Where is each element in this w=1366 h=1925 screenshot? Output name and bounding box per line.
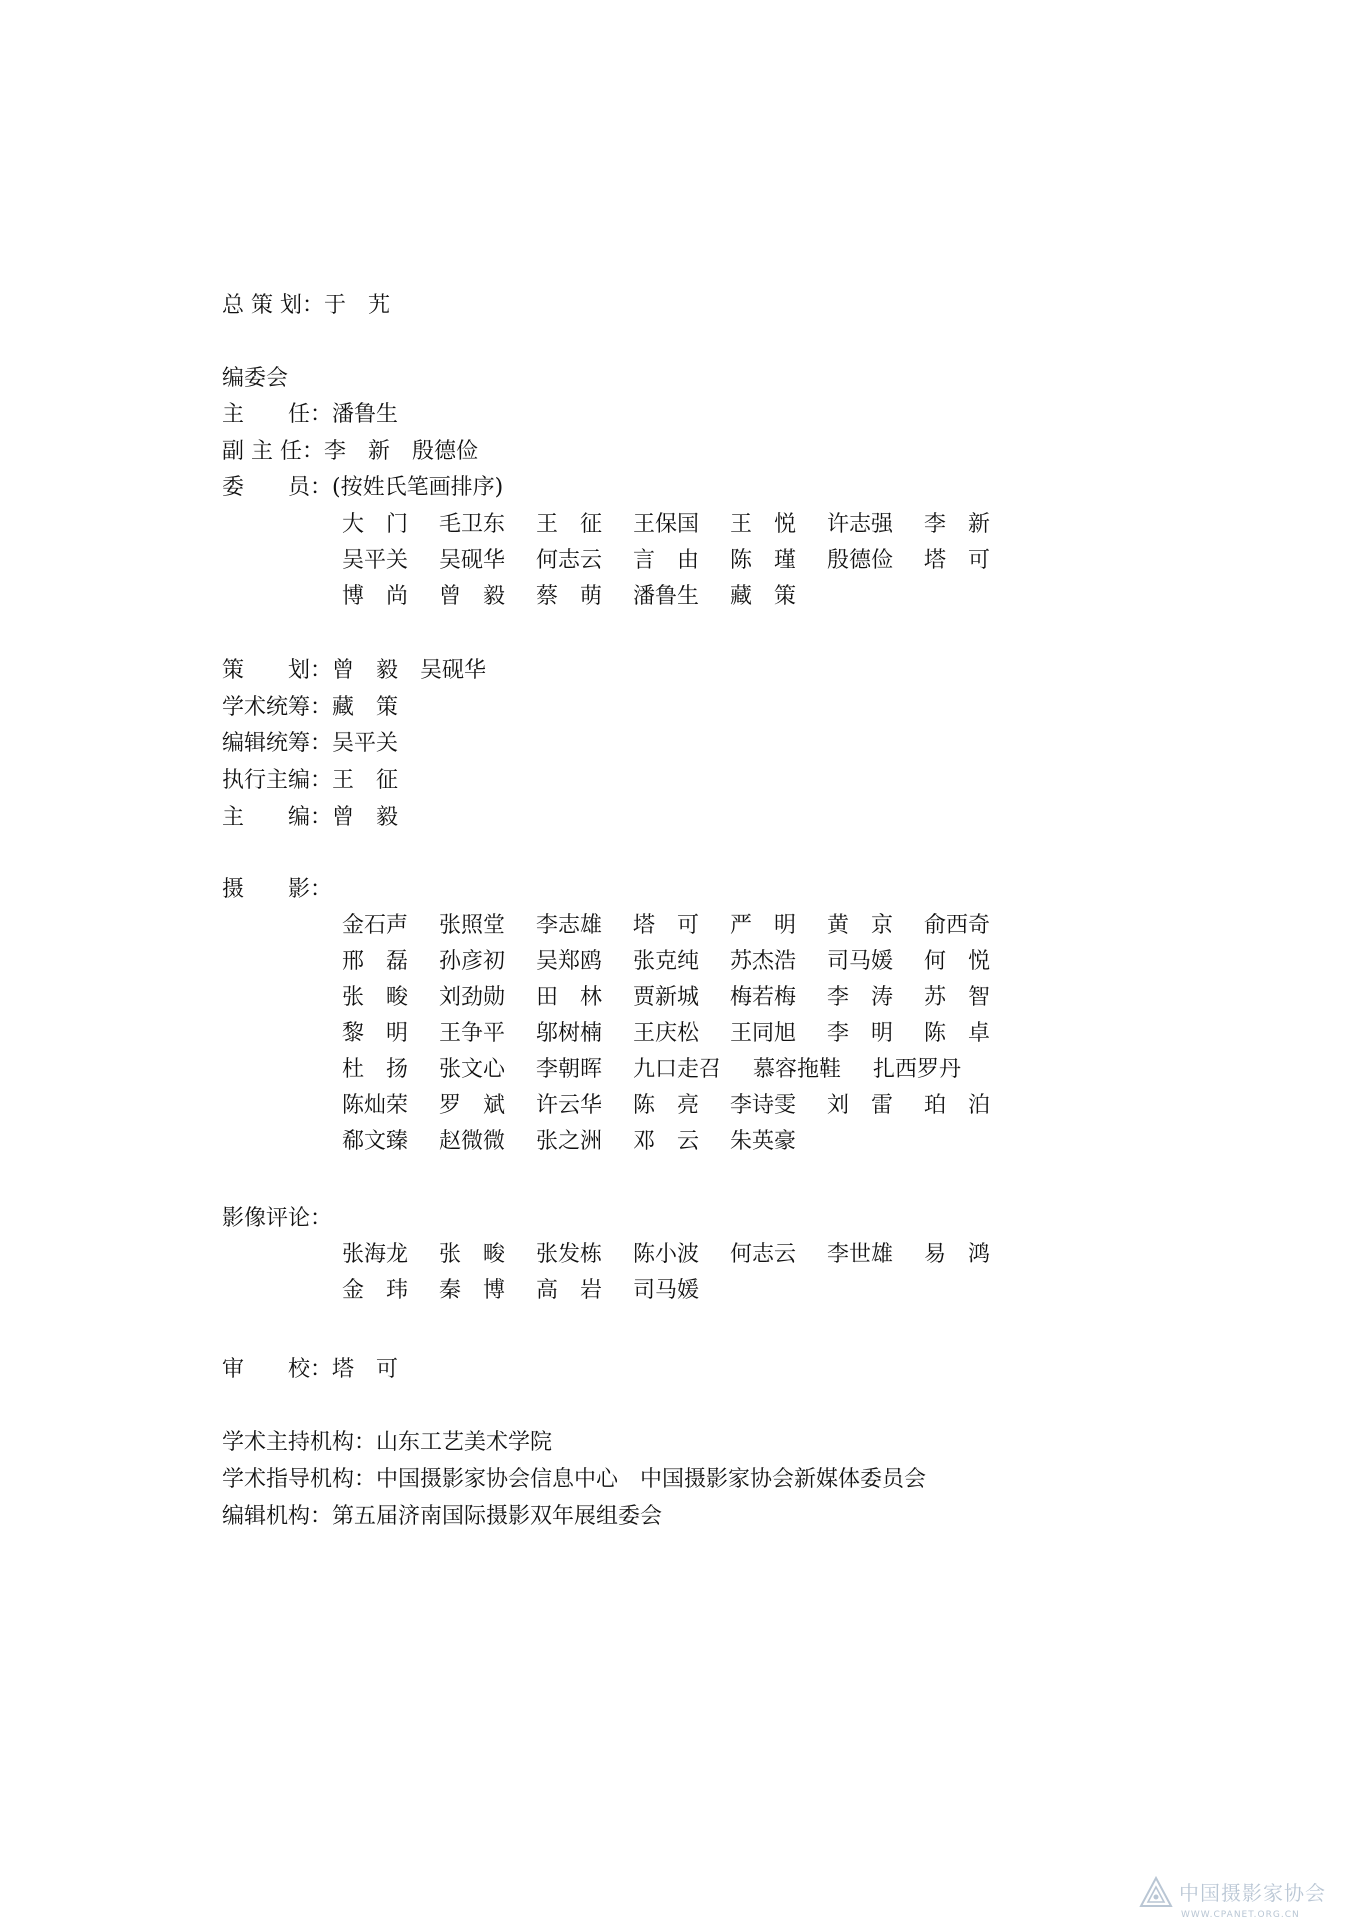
photographer-row: [342, 1124, 1021, 1160]
academic-host-line: [222, 1425, 552, 1461]
photographer-name: 张克纯: [633, 949, 700, 974]
photographer-name: 严 明: [730, 913, 797, 938]
members-row: [342, 507, 1021, 543]
member-name: 李 新: [924, 512, 991, 537]
photographer-name: 张 畯: [342, 985, 409, 1010]
planning-value: 曾 毅 吴砚华: [332, 658, 487, 683]
member-name: 吴平关: [342, 548, 409, 573]
photographer-name: 金石声: [342, 913, 409, 938]
academic-coordination-value: 藏 策: [332, 695, 399, 720]
photographer-name: 许云华: [536, 1093, 603, 1118]
director-label: 主 任：: [222, 402, 333, 427]
photographer-name: 张之洲: [536, 1129, 603, 1154]
photographer-name: 王庆松: [633, 1021, 700, 1046]
editorial-org-value: 第五届济南国际摄影双年展组委会: [332, 1504, 663, 1529]
photographer-name: 苏杰浩: [730, 949, 797, 974]
photographer-name: 扎西罗丹: [873, 1057, 962, 1082]
critic-name: 张海龙: [342, 1242, 409, 1267]
photographer-name: 俞西奇: [924, 913, 991, 938]
photographer-name: 珀 泊: [924, 1093, 991, 1118]
proofreading-line: [222, 1352, 398, 1388]
editorial-coordination-line: [222, 726, 398, 762]
deputy-director-line: [222, 434, 478, 470]
photographer-name: 司马媛: [827, 949, 894, 974]
photographer-name: 苏 智: [924, 985, 991, 1010]
photographer-name: 梅若梅: [730, 985, 797, 1010]
photographer-name: 九口走召: [633, 1057, 722, 1082]
photographer-name: 邓 云: [633, 1129, 700, 1154]
photographer-name: 刘劲勋: [439, 985, 506, 1010]
critic-name: 司马媛: [633, 1278, 700, 1303]
member-name: 大 门: [342, 512, 409, 537]
proofreading-value: 塔 可: [332, 1357, 399, 1382]
editorial-org-line: [222, 1499, 662, 1535]
photographer-row: [342, 1016, 1021, 1052]
editorial-coordination-label: 编辑统筹：: [222, 731, 333, 756]
member-name: 藏 策: [730, 584, 797, 609]
photographer-name: 郗文臻: [342, 1129, 409, 1154]
member-name: 陈 瑾: [730, 548, 797, 573]
editor-in-chief-line: [222, 800, 398, 836]
proofreading-label: 审 校：: [222, 1357, 333, 1382]
members-names: [342, 507, 1021, 615]
photographer-name: 李诗雯: [730, 1093, 797, 1118]
member-name: 许志强: [827, 512, 894, 537]
photographer-name: 何 悦: [924, 949, 991, 974]
watermark-url: WWW.CPANET.ORG.CN: [1181, 1910, 1300, 1920]
image-criticism-label: 影像评论：: [222, 1206, 333, 1231]
member-name: 王保国: [633, 512, 700, 537]
photographer-name: 吴郑鸥: [536, 949, 603, 974]
member-name: 何志云: [536, 548, 603, 573]
photographer-name: 陈灿荣: [342, 1093, 409, 1118]
photographer-name: 赵微微: [439, 1129, 506, 1154]
critic-name: 金 玮: [342, 1278, 409, 1303]
director-line: [222, 397, 398, 433]
member-name: 毛卫东: [439, 512, 506, 537]
academic-guidance-value: 中国摄影家协会信息中心 中国摄影家协会新媒体委员会: [376, 1467, 927, 1492]
critic-row: [342, 1237, 1021, 1273]
academic-guidance-label: 学术指导机构：: [222, 1467, 377, 1492]
member-name: 王 悦: [730, 512, 797, 537]
critic-name: 李世雄: [827, 1242, 894, 1267]
critic-name: 张 畯: [439, 1242, 506, 1267]
member-name: 潘鲁生: [633, 584, 700, 609]
member-name: 塔 可: [924, 548, 991, 573]
academic-coordination-line: [222, 690, 398, 726]
photographer-name: 孙彦初: [439, 949, 506, 974]
photographer-name: 李朝晖: [536, 1057, 603, 1082]
critic-name: 易 鸿: [924, 1242, 991, 1267]
critic-name: 陈小波: [633, 1242, 700, 1267]
photography-line: [222, 872, 332, 908]
critic-name: 高 岩: [536, 1278, 603, 1303]
photographer-name: 李 涛: [827, 985, 894, 1010]
members-line: [222, 470, 503, 506]
photographer-row: [342, 980, 1021, 1016]
member-name: 博 尚: [342, 584, 409, 609]
critic-name: 秦 博: [439, 1278, 506, 1303]
members-label: 委 员：: [222, 475, 333, 500]
photographer-name: 陈 卓: [924, 1021, 991, 1046]
chief-planner-line: [222, 288, 390, 324]
editor-in-chief-label: 主 编：: [222, 805, 333, 830]
photographer-name: 贾新城: [633, 985, 700, 1010]
photographer-name: 朱英豪: [730, 1129, 797, 1154]
members-note: (按姓氏笔画排序): [332, 475, 504, 500]
photography-names: [342, 908, 1021, 1160]
academic-host-label: 学术主持机构：: [222, 1430, 377, 1455]
photographer-name: 陈 亮: [633, 1093, 700, 1118]
watermark-text: [1179, 1881, 1326, 1920]
director-value: 潘鲁生: [332, 402, 399, 427]
photographer-name: 刘 雷: [827, 1093, 894, 1118]
photographer-name: 慕容拖鞋: [753, 1057, 842, 1082]
academic-host-value: 山东工艺美术学院: [376, 1430, 553, 1455]
photographer-name: 王争平: [439, 1021, 506, 1046]
members-row: [342, 579, 1021, 615]
image-criticism-names: [342, 1237, 1021, 1309]
photographer-row: [342, 944, 1021, 980]
member-name: 殷德俭: [827, 548, 894, 573]
photographer-name: 邢 磊: [342, 949, 409, 974]
critic-name: 张发栋: [536, 1242, 603, 1267]
photographer-name: 李 明: [827, 1021, 894, 1046]
member-name: 曾 毅: [439, 584, 506, 609]
executive-editor-value: 王 征: [332, 768, 399, 793]
chief-planner-value: 于 艽: [324, 293, 391, 318]
image-criticism-line: [222, 1201, 332, 1237]
member-name: 吴砚华: [439, 548, 506, 573]
editor-in-chief-value: 曾 毅: [332, 805, 399, 830]
academic-guidance-line: [222, 1462, 926, 1498]
photographer-name: 李志雄: [536, 913, 603, 938]
photographer-name: 张照堂: [439, 913, 506, 938]
executive-editor-label: 执行主编：: [222, 768, 333, 793]
academic-coordination-label: 学术统筹：: [222, 695, 333, 720]
photographer-name: 杜 扬: [342, 1057, 409, 1082]
photographer-name: 王同旭: [730, 1021, 797, 1046]
photographer-name: 黄 京: [827, 913, 894, 938]
editorial-org-label: 编辑机构：: [222, 1504, 333, 1529]
photographer-name: 邬树楠: [536, 1021, 603, 1046]
planning-line: [222, 653, 486, 689]
chief-planner-label: 总 策 划：: [222, 293, 324, 318]
photographer-row: [342, 1052, 1021, 1088]
deputy-director-value: 李 新 殷德俭: [324, 439, 479, 464]
member-name: 言 由: [633, 548, 700, 573]
photographer-row: [342, 908, 1021, 944]
photographer-name: 罗 斌: [439, 1093, 506, 1118]
committee-title: 编委会: [222, 366, 289, 391]
executive-editor-line: [222, 763, 398, 799]
photographer-row: [342, 1088, 1021, 1124]
member-name: 蔡 萌: [536, 584, 603, 609]
cpa-logo-icon: [1139, 1876, 1173, 1910]
planning-label: 策 划：: [222, 658, 333, 683]
members-row: [342, 543, 1021, 579]
photography-label: 摄 影：: [222, 877, 333, 902]
critic-row: [342, 1273, 1021, 1309]
editorial-coordination-value: 吴平关: [332, 731, 399, 756]
deputy-director-label: 副 主 任：: [222, 439, 324, 464]
photographer-name: 张文心: [439, 1057, 506, 1082]
critic-name: 何志云: [730, 1242, 797, 1267]
watermark-name: 中国摄影家协会: [1179, 1881, 1326, 1905]
photographer-name: 黎 明: [342, 1021, 409, 1046]
watermark: [1139, 1876, 1354, 1920]
photographer-name: 塔 可: [633, 913, 700, 938]
photographer-name: 田 林: [536, 985, 603, 1010]
member-name: 王 征: [536, 512, 603, 537]
